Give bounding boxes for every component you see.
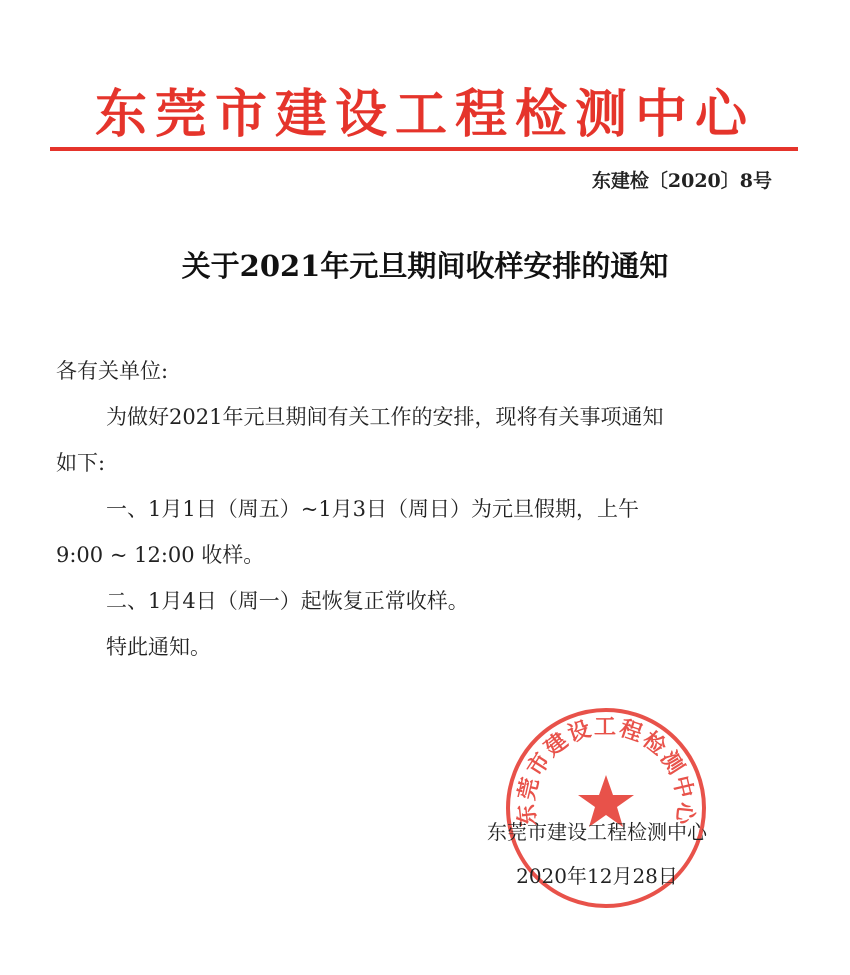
seal-text: 东莞市建设工程检测中心 <box>514 715 698 828</box>
signature-block <box>452 810 742 898</box>
document-title: 关于2021年元旦期间收样安排的通知 <box>181 249 669 283</box>
doc-number: 东建检〔2020〕8号 <box>591 170 772 192</box>
document-body <box>56 348 776 670</box>
salutation: 各有关单位: <box>56 359 169 383</box>
closing-line: 特此通知。 <box>106 635 211 659</box>
red-divider <box>50 147 798 151</box>
intro-paragraph-line2: 如下: <box>56 451 106 475</box>
signature-date: 2020年12月28日 <box>516 864 678 888</box>
item-two: 二、1月4日（周一）起恢复正常收样。 <box>106 589 469 613</box>
org-header: 东莞市建设工程检测中心 <box>94 85 755 145</box>
item-one-line1: 一、1月1日（周五）~1月3日（周日）为元旦假期，上午 <box>106 497 640 521</box>
item-one-line2: 9:00 ~ 12:00 收样。 <box>56 543 265 567</box>
intro-paragraph-line1: 为做好2021年元旦期间有关工作的安排，现将有关事项通知 <box>106 405 664 429</box>
signature-org: 东莞市建设工程检测中心 <box>487 820 707 844</box>
